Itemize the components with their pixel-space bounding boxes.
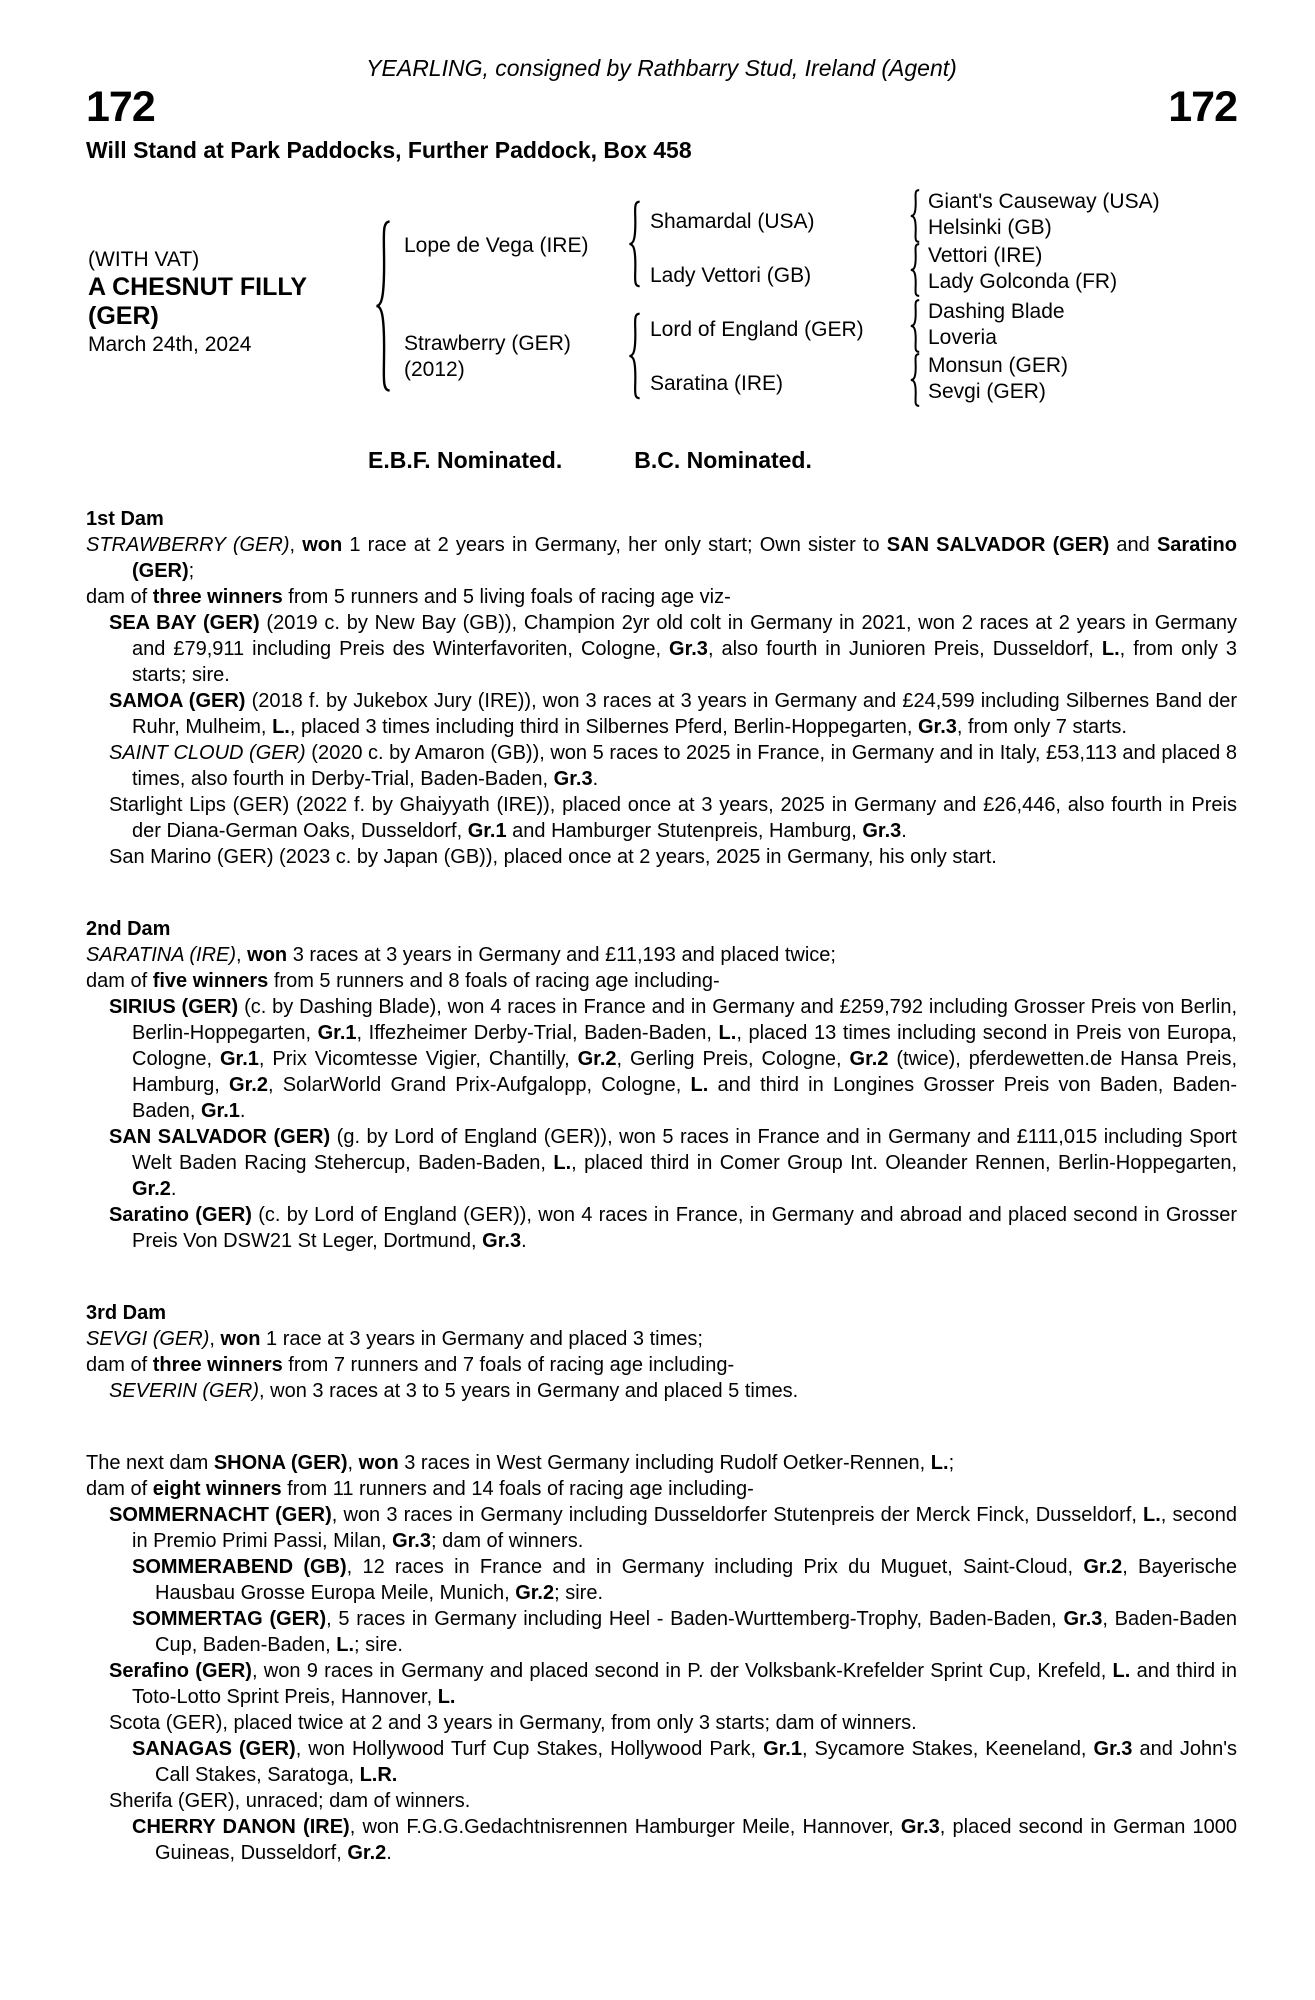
dam-section bbox=[86, 1300, 1237, 1404]
text-run: Gr.2 bbox=[515, 1582, 555, 1604]
text-run: SANAGAS (GER) bbox=[132, 1738, 296, 1760]
pedigree-text-paragraph bbox=[86, 610, 1237, 688]
text-run: , Baden-Baden Cup, Baden-Baden, bbox=[155, 1608, 1238, 1656]
text-run: (c. by Lord of England (GER)), won 4 races in France, in Germany and abroad and placed second in Grosser Preis Von DSW21 St Leger, Dortmund, bbox=[132, 1204, 1237, 1252]
text-run: 3 races in West Germany including Rudolf Oetker-Rennen, bbox=[398, 1452, 931, 1474]
text-run: Gr.3 bbox=[482, 1230, 522, 1252]
pedigree-text-paragraph bbox=[86, 1476, 1237, 1502]
text-run: three winners bbox=[152, 586, 283, 608]
text-run: , second in Premio Primi Passi, Milan, bbox=[132, 1504, 1237, 1552]
sire-sire-sire-name: Giant's Causeway (USA) bbox=[928, 190, 1160, 213]
text-run: Serafino (GER) bbox=[109, 1660, 252, 1682]
pedigree-text-paragraph bbox=[86, 942, 1237, 968]
text-run: from 5 runners and 5 living foals of racing age viz- bbox=[282, 586, 731, 608]
dam-section bbox=[86, 916, 1237, 1254]
text-run: ; bbox=[188, 560, 195, 582]
text-run: L. bbox=[930, 1452, 949, 1474]
pedigree-text-paragraph bbox=[86, 844, 1237, 870]
dam-dam-name: Saratina (IRE) bbox=[650, 372, 784, 395]
text-run: ; sire. bbox=[354, 1634, 403, 1656]
text-run: and bbox=[1109, 534, 1157, 556]
text-run: (2020 c. by Amaron (GB)), won 5 races to 2025 in France, in Germany and in Italy, £53,113 and placed 8 times, also fourth in Derby-Trial, Baden-Baden, bbox=[132, 742, 1237, 790]
text-run: Sherifa (GER), unraced; dam of winners. bbox=[109, 1790, 471, 1812]
text-run: , 5 races in Germany including Heel - Baden-Wurttemberg-Trophy, Baden-Baden, bbox=[326, 1608, 1064, 1630]
text-run: Gr.2 bbox=[849, 1048, 889, 1070]
text-run: and John's Call Stakes, Saratoga, bbox=[155, 1738, 1238, 1786]
text-run: Gr.3 bbox=[392, 1530, 431, 1552]
gp-brace-icon bbox=[908, 189, 922, 243]
text-run: , bbox=[289, 534, 303, 556]
foal-date: March 24th, 2024 bbox=[88, 333, 252, 356]
text-run: The next dam bbox=[86, 1452, 214, 1474]
dam-section bbox=[86, 506, 1237, 870]
text-run: , SolarWorld Grand Prix-Aufgalopp, Cologne, bbox=[267, 1074, 691, 1096]
text-run: won bbox=[302, 534, 343, 556]
text-run: L. bbox=[1143, 1504, 1161, 1526]
text-run: 1 race at 2 years in Germany, her only start; Own sister to bbox=[342, 534, 887, 556]
text-run: , bbox=[209, 1328, 221, 1350]
text-run: 1 race at 3 years in Germany and placed 3 times; bbox=[260, 1328, 703, 1350]
text-run: Scota (GER), placed twice at 2 and 3 years in Germany, from only 3 starts; dam of winners. bbox=[109, 1712, 917, 1734]
text-run: L. bbox=[690, 1074, 709, 1096]
text-run: ; dam of winners. bbox=[430, 1530, 584, 1552]
text-run: , won 3 races in Germany including Dusseldorfer Stutenpreis der Merck Finck, Dusseldorf, bbox=[331, 1504, 1144, 1526]
text-run: Gr.1 bbox=[467, 820, 507, 842]
stand-location-line: Will Stand at Park Paddocks, Further Paddock, Box 458 bbox=[86, 137, 692, 163]
gp-brace-icon bbox=[908, 299, 922, 353]
text-run: , won Hollywood Turf Cup Stakes, Hollywood Park, bbox=[295, 1738, 764, 1760]
dam-dam-sire-name: Monsun (GER) bbox=[928, 354, 1069, 377]
dam-brace-icon bbox=[626, 312, 643, 400]
pedigree-text-paragraph bbox=[86, 968, 1237, 994]
text-run: (twice), pferdewetten.de Hansa Preis, Hamburg, bbox=[132, 1048, 1238, 1096]
text-run: , bbox=[347, 1452, 359, 1474]
text-run: SAINT CLOUD (GER) bbox=[109, 742, 306, 764]
text-run: Gr.3 bbox=[917, 716, 957, 738]
text-run: SHONA (GER) bbox=[213, 1452, 348, 1474]
text-run: , won 9 races in Germany and placed second in P. der Volksbank-Krefelder Sprint Cup, Krefeld, bbox=[251, 1660, 1113, 1682]
text-run: ; sire. bbox=[554, 1582, 604, 1604]
text-run: . bbox=[521, 1230, 527, 1252]
pedigree-text-paragraph bbox=[86, 1378, 1237, 1404]
text-run: SOMMERNACHT (GER) bbox=[109, 1504, 332, 1526]
text-run: and third in Longines Grosser Preis von Baden, Baden-Baden, bbox=[132, 1074, 1237, 1122]
pedigree-text-paragraph bbox=[86, 1450, 1237, 1476]
text-run: SOMMERABEND (GB) bbox=[132, 1556, 347, 1578]
pedigree-text-paragraph bbox=[86, 1554, 1237, 1606]
text-run: , Bayerische Hausbau Grosse Europa Meile, Munich, bbox=[155, 1556, 1237, 1604]
lot-number-row bbox=[86, 84, 1237, 130]
text-run: , from only 3 starts; sire. bbox=[132, 638, 1237, 686]
pedigree-text-paragraph bbox=[86, 994, 1237, 1124]
dam-section-heading: 3rd Dam bbox=[86, 1302, 167, 1324]
text-run: . bbox=[386, 1842, 392, 1864]
text-run: San Marino (GER) (2023 c. by Japan (GB)), placed once at 2 years, 2025 in Germany, his only start. bbox=[109, 846, 997, 868]
text-run: ; bbox=[948, 1452, 955, 1474]
text-run: won bbox=[220, 1328, 261, 1350]
text-run: L. bbox=[718, 1022, 737, 1044]
pedigree-text-paragraph bbox=[86, 1788, 1237, 1814]
text-run: , won 3 races at 3 to 5 years in Germany and placed 5 times. bbox=[259, 1380, 799, 1402]
text-run: won bbox=[247, 944, 288, 966]
sire-sire-dam-name: Helsinki (GB) bbox=[928, 216, 1052, 239]
text-run: dam of bbox=[86, 586, 153, 608]
text-run: dam of bbox=[86, 970, 153, 992]
text-run: Saratino (GER) bbox=[109, 1204, 252, 1226]
text-run: STRAWBERRY (GER) bbox=[86, 534, 290, 556]
text-run: Gr.3 bbox=[553, 768, 593, 790]
text-run: , won F.G.G.Gedachtnisrennen Hamburger Meile, Hannover, bbox=[349, 1816, 901, 1838]
nominations-row bbox=[86, 446, 1237, 474]
text-run: Gr.1 bbox=[763, 1738, 802, 1760]
dam-sections bbox=[86, 506, 1237, 1866]
text-run: L. bbox=[553, 1152, 572, 1174]
pedigree-text-paragraph bbox=[86, 688, 1237, 740]
gp-brace-icon bbox=[908, 243, 922, 297]
text-run: dam of bbox=[86, 1478, 153, 1500]
text-run: Gr.3 bbox=[669, 638, 708, 660]
dam-year: (2012) bbox=[404, 358, 465, 381]
text-run: L. bbox=[1101, 638, 1120, 660]
text-run: Gr.3 bbox=[1093, 1738, 1133, 1760]
text-run: , 12 races in France and in Germany including Prix du Muguet, Saint-Cloud, bbox=[346, 1556, 1084, 1578]
dam-sire-dam-name: Loveria bbox=[928, 326, 997, 349]
pedigree-text-paragraph bbox=[86, 1124, 1237, 1202]
text-run: SEA BAY (GER) bbox=[109, 612, 260, 634]
dam-section bbox=[86, 1450, 1237, 1866]
text-run: Saratino (GER) bbox=[132, 534, 1237, 582]
text-run: Gr.3 bbox=[862, 820, 902, 842]
text-run: Gr.2 bbox=[132, 1178, 171, 1200]
text-run: L. bbox=[437, 1686, 456, 1708]
text-run: from 11 runners and 14 foals of racing age including- bbox=[281, 1478, 754, 1500]
text-run: Gr.2 bbox=[1083, 1556, 1123, 1578]
text-run: SIRIUS (GER) bbox=[109, 996, 239, 1018]
text-run: , from only 7 starts. bbox=[956, 716, 1127, 738]
text-run: won bbox=[358, 1452, 399, 1474]
text-run: , also fourth in Junioren Preis, Dusseldorf, bbox=[707, 638, 1102, 660]
text-run: Gr.1 bbox=[220, 1048, 259, 1070]
lot-number-right: 172 bbox=[1168, 83, 1237, 131]
text-run: L. bbox=[272, 716, 290, 738]
pedigree-text-paragraph bbox=[86, 1814, 1237, 1866]
text-run: dam of bbox=[86, 1354, 153, 1376]
text-run: five winners bbox=[152, 970, 269, 992]
text-run: SEVGI (GER) bbox=[86, 1328, 210, 1350]
pedigree-text-paragraph bbox=[86, 1326, 1237, 1352]
sire-dam-sire-name: Vettori (IRE) bbox=[928, 244, 1043, 267]
text-run: Gr.2 bbox=[347, 1842, 387, 1864]
text-run: Gr.2 bbox=[577, 1048, 617, 1070]
text-run: from 5 runners and 8 foals of racing age including- bbox=[268, 970, 720, 992]
sire-dam-name: Lady Vettori (GB) bbox=[650, 264, 812, 287]
text-run: L. bbox=[1112, 1660, 1131, 1682]
text-run: Starlight Lips (GER) (2022 f. by Ghaiyyath (IRE)), placed once at 3 years, 2025 in Germany and £26,446, also fourth in Preis der Diana-German Oaks, Dusseldorf, bbox=[109, 794, 1237, 842]
pedigree-text-paragraph bbox=[86, 1202, 1237, 1254]
text-run: , Iffezheimer Derby-Trial, Baden-Baden, bbox=[356, 1022, 719, 1044]
pedigree-tree bbox=[86, 190, 1237, 432]
dam-sire-sire-name: Dashing Blade bbox=[928, 300, 1065, 323]
pedigree-text-paragraph bbox=[86, 1606, 1237, 1658]
sire-dam-dam-name: Lady Golconda (FR) bbox=[928, 270, 1118, 293]
sire-brace-icon bbox=[626, 200, 643, 288]
text-run: SAMOA (GER) bbox=[109, 690, 246, 712]
text-run: (c. by Dashing Blade), won 4 races in France and in Germany and £259,792 including Grosser Preis von Berlin, Berlin-Hoppegarten, bbox=[132, 996, 1237, 1044]
text-run: L.R. bbox=[359, 1764, 398, 1786]
dam-section-heading: 2nd Dam bbox=[86, 918, 171, 940]
text-run: L. bbox=[336, 1634, 355, 1656]
pedigree-text-paragraph bbox=[86, 1736, 1237, 1788]
text-run: , Prix Vicomtesse Vigier, Chantilly, bbox=[258, 1048, 578, 1070]
bc-nominated-label: B.C. Nominated. bbox=[634, 447, 812, 473]
pedigree-text-paragraph bbox=[86, 792, 1237, 844]
pedigree-text-paragraph bbox=[86, 740, 1237, 792]
text-run: Gr.1 bbox=[200, 1100, 240, 1122]
horse-name-suffix: (GER) bbox=[88, 302, 159, 330]
consignment-line: YEARLING, consigned by Rathbarry Stud, Ireland (Agent) bbox=[366, 55, 957, 81]
dam-name: Strawberry (GER) bbox=[404, 332, 571, 355]
text-run: , Gerling Preis, Cologne, bbox=[616, 1048, 850, 1070]
text-run: (g. by Lord of England (GER)), won 5 races in France and in Germany and £111,015 including Sport Welt Baden Racing Stehercup, Baden-Baden, bbox=[132, 1126, 1237, 1174]
text-run: . bbox=[901, 820, 907, 842]
text-run: , placed third in Comer Group Int. Oleander Rennen, Berlin-Hoppegarten, bbox=[571, 1152, 1238, 1174]
pedigree-text-paragraph bbox=[86, 1502, 1237, 1554]
vat-note: (WITH VAT) bbox=[88, 248, 200, 271]
text-run: Gr.3 bbox=[900, 1816, 940, 1838]
pedigree-text-paragraph bbox=[86, 1710, 1237, 1736]
pedigree-main-brace-icon bbox=[372, 218, 394, 394]
dam-section-heading: 1st Dam bbox=[86, 508, 164, 530]
text-run: , placed 3 times including third in Silbernes Pferd, Berlin-Hoppegarten, bbox=[289, 716, 918, 738]
text-run: , bbox=[236, 944, 248, 966]
text-run: . bbox=[592, 768, 599, 790]
text-run: , Sycamore Stakes, Keeneland, bbox=[801, 1738, 1094, 1760]
gp-brace-icon bbox=[908, 353, 922, 407]
ebf-nominated-label: E.B.F. Nominated. bbox=[368, 447, 563, 473]
text-run: SEVERIN (GER) bbox=[109, 1380, 260, 1402]
text-run: three winners bbox=[152, 1354, 283, 1376]
pedigree-text-paragraph bbox=[86, 532, 1237, 584]
text-run: and third in Toto-Lotto Sprint Preis, Hannover, bbox=[132, 1660, 1237, 1708]
text-run: , placed second in German 1000 Guineas, Dusseldorf, bbox=[155, 1816, 1238, 1864]
text-run: (2018 f. by Jukebox Jury (IRE)), won 3 races at 3 years in Germany and £24,599 including Silbernes Band der Ruhr, Mulheim, bbox=[132, 690, 1237, 738]
text-run: and Hamburger Stutenpreis, Hamburg, bbox=[506, 820, 863, 842]
text-run: Gr.3 bbox=[1063, 1608, 1103, 1630]
lot-number-left: 172 bbox=[86, 83, 155, 131]
text-run: SAN SALVADOR (GER) bbox=[109, 1126, 331, 1148]
sire-name: Lope de Vega (IRE) bbox=[404, 234, 589, 257]
sire-sire-name: Shamardal (USA) bbox=[650, 210, 815, 233]
pedigree-text-paragraph bbox=[86, 1658, 1237, 1710]
pedigree-text-paragraph bbox=[86, 584, 1237, 610]
horse-name: A CHESNUT FILLY bbox=[88, 273, 307, 301]
text-run: . bbox=[239, 1100, 246, 1122]
dam-dam-dam-name: Sevgi (GER) bbox=[928, 380, 1046, 403]
pedigree-text-paragraph bbox=[86, 1352, 1237, 1378]
text-run: SAN SALVADOR (GER) bbox=[886, 534, 1110, 556]
text-run: Gr.2 bbox=[229, 1074, 268, 1096]
text-run: . bbox=[170, 1178, 177, 1200]
text-run: SOMMERTAG (GER) bbox=[132, 1608, 327, 1630]
text-run: from 7 runners and 7 foals of racing age including- bbox=[282, 1354, 735, 1376]
text-run: , placed 13 times including second in Preis von Europa, Cologne, bbox=[132, 1022, 1237, 1070]
text-run: SARATINA (IRE) bbox=[86, 944, 237, 966]
dam-sire-name: Lord of England (GER) bbox=[650, 318, 864, 341]
text-run: CHERRY DANON (IRE) bbox=[132, 1816, 350, 1838]
text-run: 3 races at 3 years in Germany and £11,193 and placed twice; bbox=[287, 944, 836, 966]
text-run: eight winners bbox=[152, 1478, 282, 1500]
text-run: Gr.1 bbox=[317, 1022, 357, 1044]
text-run: (2019 c. by New Bay (GB)), Champion 2yr old colt in Germany in 2021, won 2 races at 2 years in Germany and £79,911 including Preis des Winterfavoriten, Cologne, bbox=[132, 612, 1237, 660]
